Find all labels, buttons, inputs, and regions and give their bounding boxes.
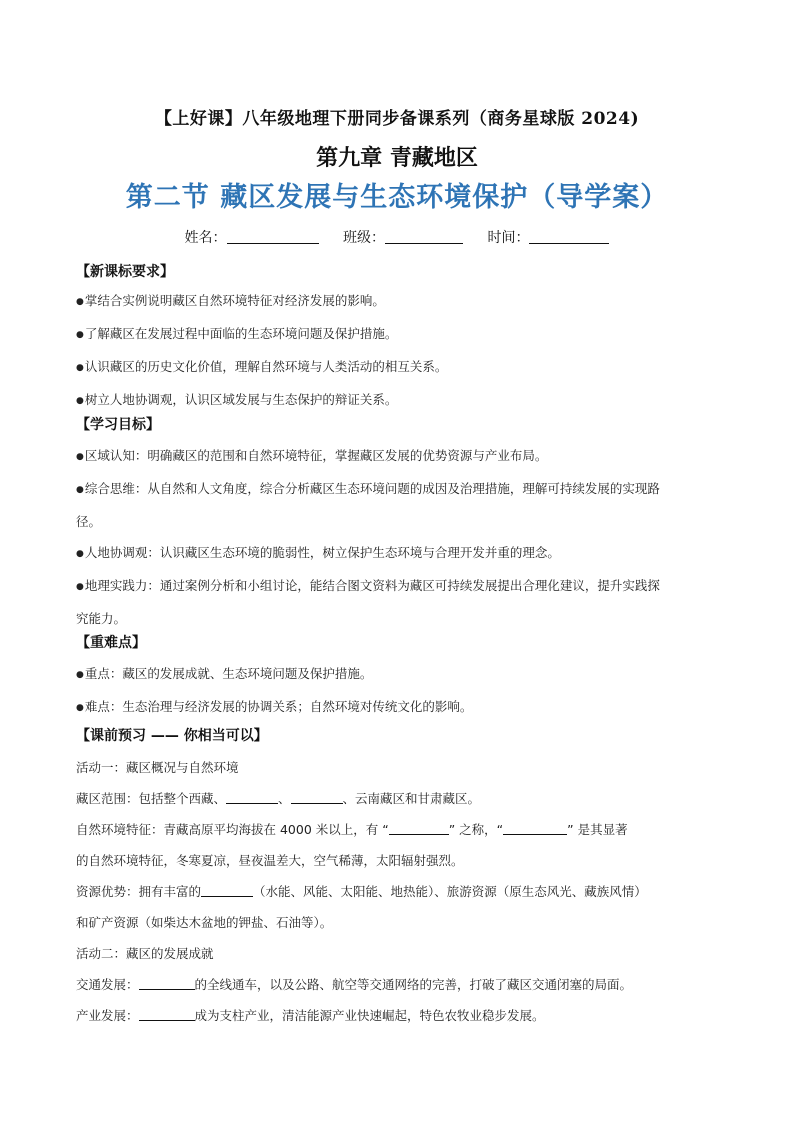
standards-heading: 【新课标要求】: [76, 264, 174, 280]
name-label: 姓名：: [184, 230, 227, 246]
section-title: 第二节 藏区发展与生态环境保护（导学案）: [125, 182, 669, 213]
traffic-line: 交通发展： 的全线通车，以及公路、航空等交通网络的完善，打破了藏区交通闭塞的局面。: [76, 977, 633, 992]
resources-line: 资源优势：拥有丰富的 （水能、风能、太阳能、地热能）、旅游资源（原生态风光、藏族风情）: [76, 884, 647, 899]
preview-heading: 【课前预习 —— 你相当可以】: [76, 728, 268, 744]
list-item: ●掌结合实例说明藏区自然环境特征对经济发展的影响。: [76, 285, 726, 318]
region-range-line: 藏区范围：包括整个西藏、 、 、云南藏区和甘肃藏区。: [76, 791, 481, 806]
list-item: ●树立人地协调观，认识区域发展与生态保护的辩证关系。: [76, 384, 726, 417]
standards-list: [76, 285, 726, 417]
preview-content: [76, 752, 726, 1031]
list-item: ●难点：生态治理与经济发展的协调关系；自然环境对传统文化的影响。: [76, 691, 726, 724]
list-item-continued: 究能力。: [76, 611, 127, 626]
fill-blank[interactable]: [389, 822, 449, 835]
series-title: 【上好课】八年级地理下册同步备课系列（商务星球版 2024): [154, 109, 640, 129]
bullet-icon: ●: [76, 363, 84, 373]
bullet-icon: ●: [76, 549, 84, 559]
fill-blank[interactable]: [291, 791, 343, 804]
industry-line: 产业发展： 成为支柱产业，清洁能源产业快速崛起，特色农牧业稳步发展。: [76, 1008, 545, 1023]
list-item: ●区域认知：明确藏区的范围和自然环境特征，掌握藏区发展的优势资源与产业布局。: [76, 440, 726, 473]
activity-one-title: 活动一：藏区概况与自然环境: [76, 760, 239, 775]
fill-blank[interactable]: [201, 884, 253, 897]
bullet-icon: ●: [76, 582, 84, 592]
goals-heading: 【学习目标】: [76, 417, 160, 433]
bullet-icon: ●: [76, 452, 84, 462]
resources-line-continued: 和矿产资源（如柴达木盆地的钾盐、石油等）。: [76, 915, 333, 930]
list-item: ●认识藏区的历史文化价值，理解自然环境与人类活动的相互关系。: [76, 351, 726, 384]
list-item: ●地理实践力：通过案例分析和小组讨论，能结合图文资料为藏区可持续发展提出合理化建议，提升实践探: [76, 570, 726, 603]
fill-blank[interactable]: [139, 977, 195, 990]
activity-two-title: 活动二：藏区的发展成就: [76, 946, 214, 961]
bullet-icon: ●: [76, 703, 84, 713]
bullet-icon: ●: [76, 485, 84, 495]
list-item: ●综合思维：从自然和人文角度，综合分析藏区生态环境问题的成因及治理措施，理解可持续发展的实现路: [76, 473, 726, 506]
bullet-icon: ●: [76, 330, 84, 340]
bullet-icon: ●: [76, 670, 84, 680]
time-field[interactable]: [529, 229, 609, 244]
student-info-line: [0, 227, 794, 247]
list-item: ●了解藏区在发展过程中面临的生态环境问题及保护措施。: [76, 318, 726, 351]
list-item-continued: 径。: [76, 514, 102, 529]
list-item: ●人地协调观：认识藏区生态环境的脆弱性，树立保护生态环境与合理开发并重的理念。: [76, 537, 726, 570]
fill-blank[interactable]: [503, 822, 567, 835]
environment-line: 自然环境特征：青藏高原平均海拔在 4000 米以上，有 “ ” 之称，“ ” 是其显著: [76, 822, 628, 837]
key-points-list: [76, 658, 726, 724]
bullet-icon: ●: [76, 297, 84, 307]
key-points-heading: 【重难点】: [76, 635, 146, 651]
class-field[interactable]: [385, 229, 463, 244]
chapter-title: 第九章 青藏地区: [316, 145, 478, 171]
time-label: 时间：: [487, 230, 530, 246]
environment-line-continued: 的自然环境特征，冬寒夏凉，昼夜温差大，空气稀薄，太阳辐射强烈。: [76, 853, 464, 868]
bullet-icon: ●: [76, 396, 84, 406]
class-label: 班级：: [343, 230, 385, 246]
goals-list: [76, 440, 726, 634]
fill-blank[interactable]: [139, 1008, 195, 1021]
fill-blank[interactable]: [226, 791, 278, 804]
name-field[interactable]: [227, 229, 319, 244]
list-item: ●重点：藏区的发展成就、生态环境问题及保护措施。: [76, 658, 726, 691]
